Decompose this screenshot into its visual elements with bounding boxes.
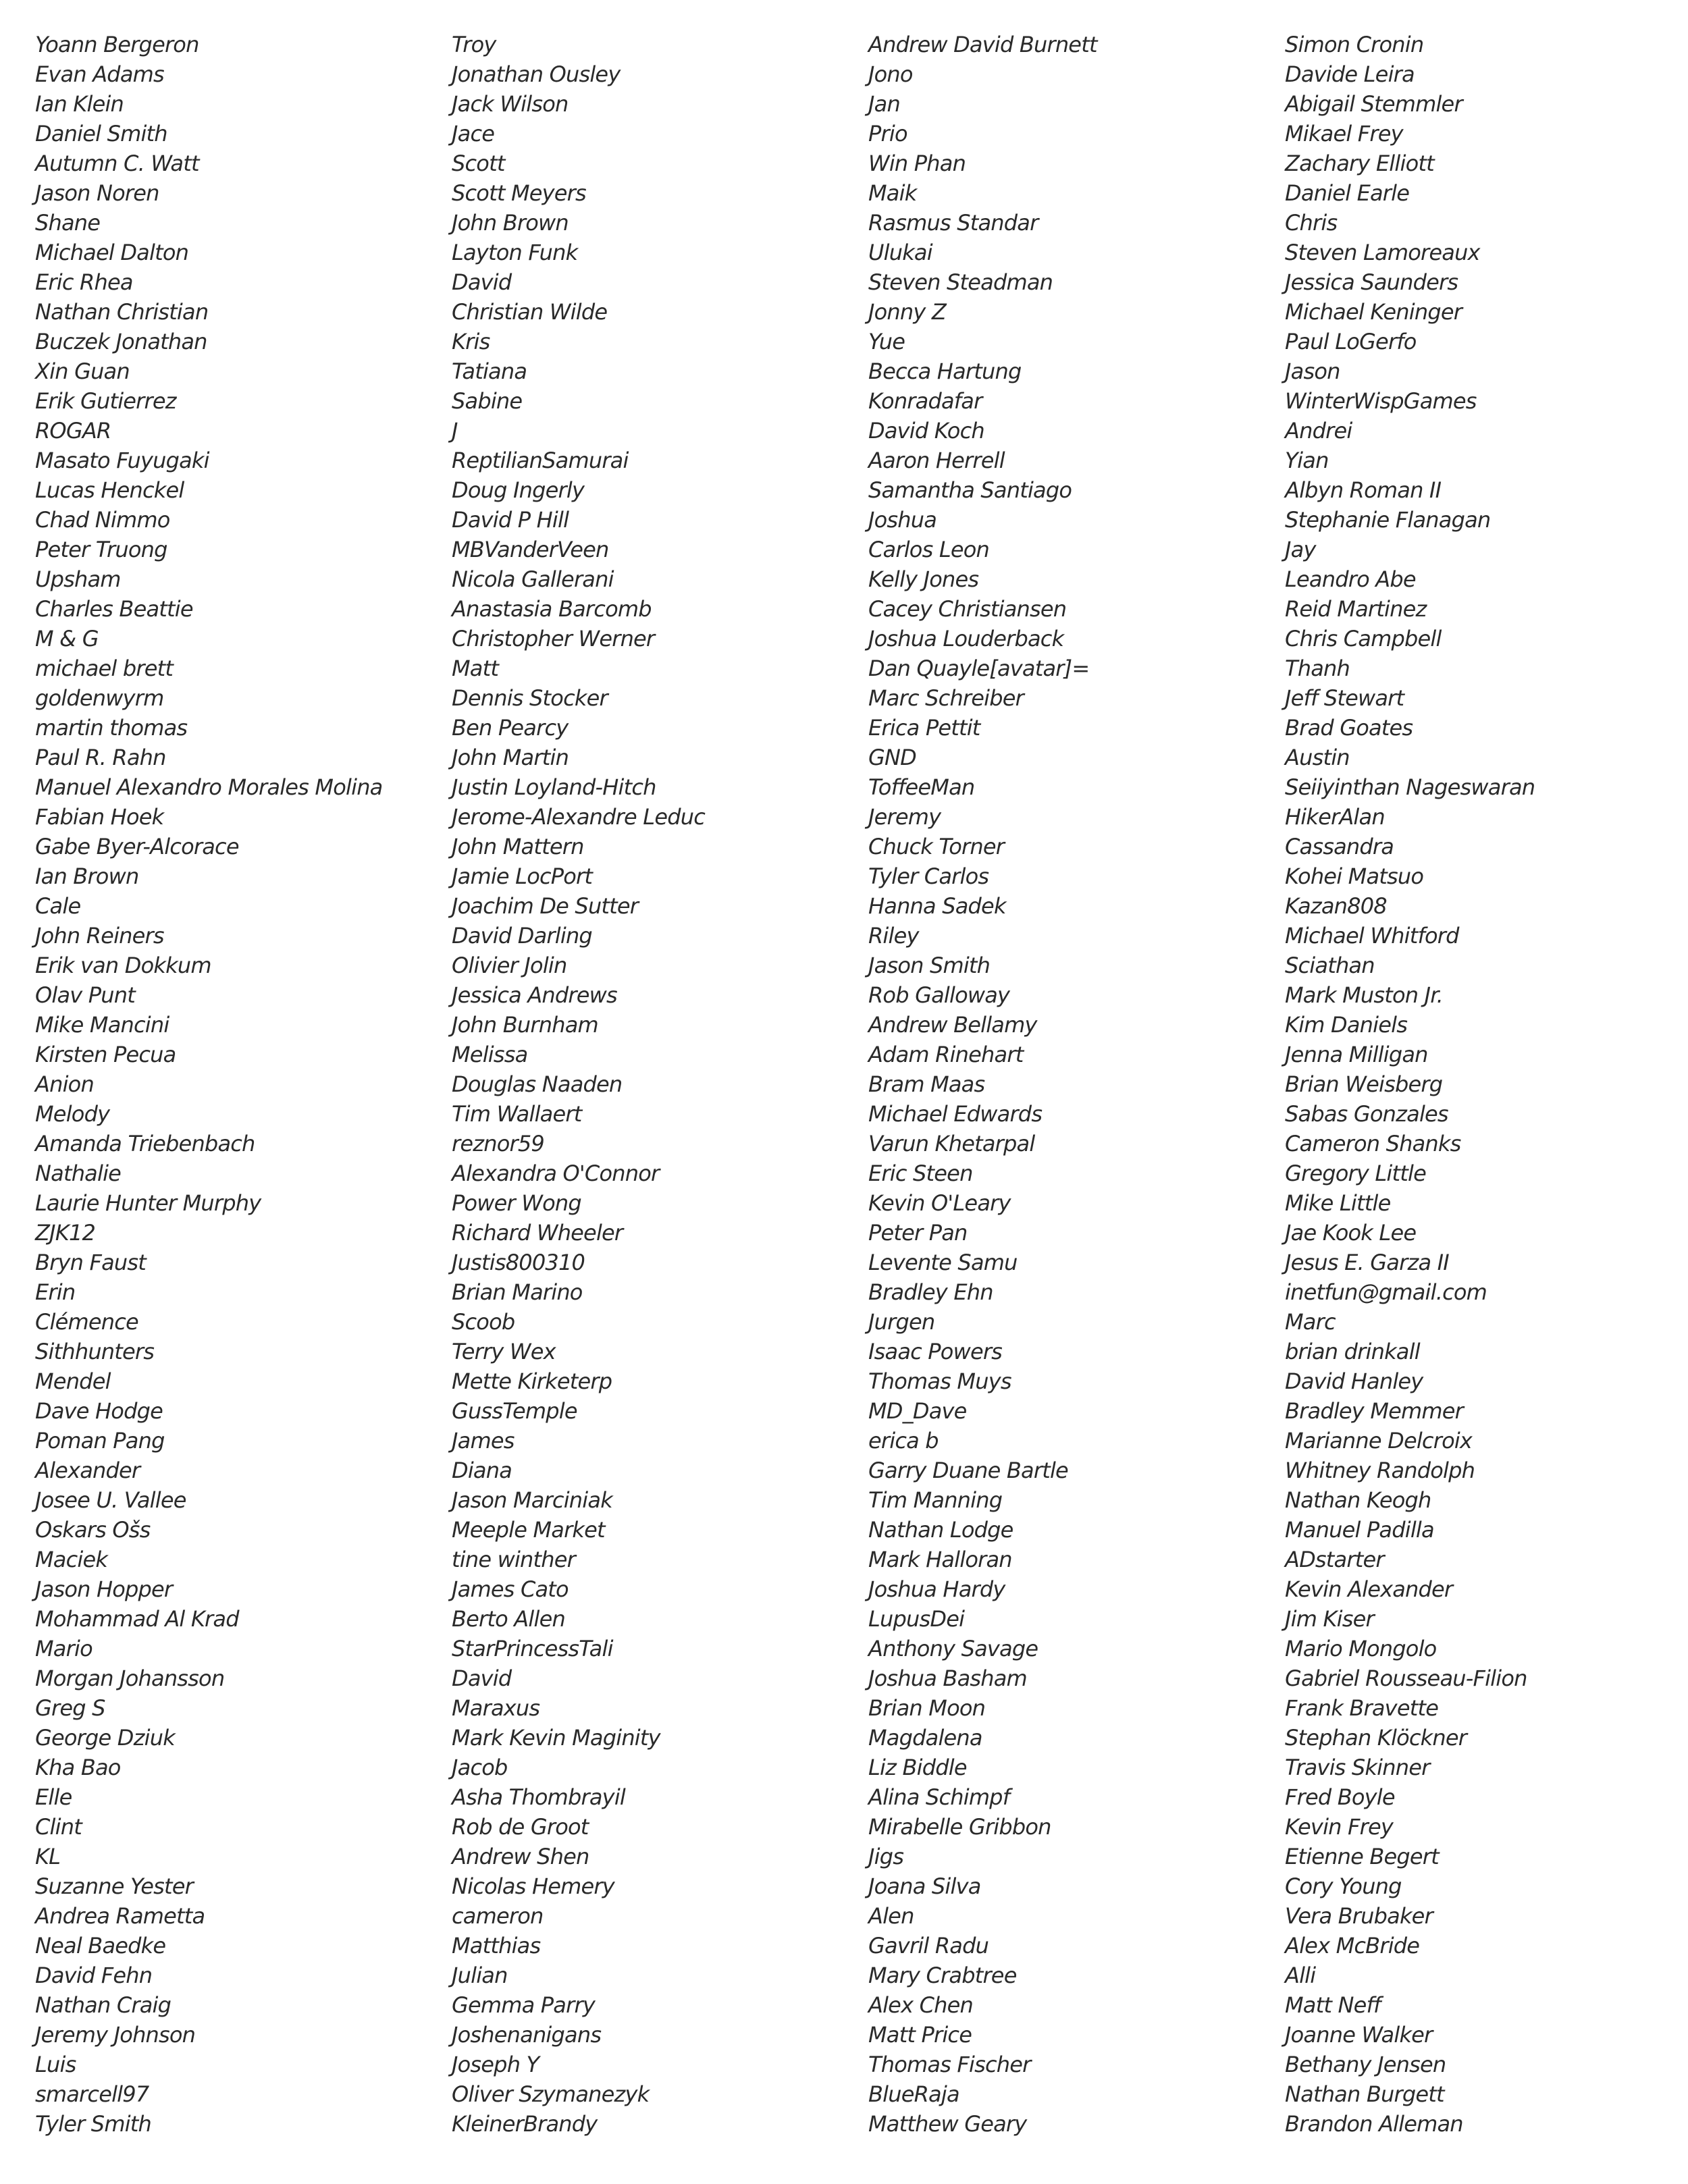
- backer-name: Michael Whitford: [1285, 923, 1459, 949]
- backer-name: Marc: [1285, 1309, 1336, 1335]
- backer-name: goldenwyrm: [35, 685, 164, 711]
- backer-name: Nathalie: [35, 1161, 122, 1186]
- backer-name: Etienne Begert: [1285, 1844, 1439, 1869]
- backer-name: Mohammad Al Krad: [35, 1606, 239, 1632]
- backer-name: Joseph Y: [452, 2052, 539, 2077]
- backer-name: Brad Goates: [1285, 715, 1413, 741]
- backer-name: Joshua: [868, 507, 937, 533]
- backer-name: Liz Biddle: [868, 1755, 967, 1780]
- backer-name: Varun Khetarpal: [868, 1131, 1035, 1156]
- backer-name: Alex McBride: [1285, 1933, 1420, 1959]
- backer-name: Kevin Alexander: [1285, 1576, 1453, 1602]
- backer-name: Amanda Triebenbach: [35, 1131, 255, 1156]
- backer-name: Joshua Louderback: [868, 626, 1064, 651]
- backer-name: Jason Smith: [868, 953, 991, 978]
- backer-name: Jeremy Johnson: [35, 2022, 196, 2048]
- backer-name: Kirsten Pecua: [35, 1042, 176, 1067]
- backer-name: Justin Loyland-Hitch: [452, 774, 656, 800]
- backer-name: Carlos Leon: [868, 537, 989, 562]
- backer-name: Mario Mongolo: [1285, 1636, 1437, 1661]
- backer-name: Nathan Craig: [35, 1992, 172, 2018]
- backer-name: David Koch: [868, 418, 984, 444]
- backer-name: Marc Schreiber: [868, 685, 1024, 711]
- backer-name: Jan: [868, 91, 900, 117]
- backer-name: Jigs: [868, 1844, 904, 1869]
- backer-name: Dennis Stocker: [452, 685, 608, 711]
- backer-name: GND: [868, 745, 916, 770]
- backer-name: Mark Muston Jr.: [1285, 982, 1444, 1008]
- backer-name: Christopher Werner: [452, 626, 655, 651]
- backer-name: Nicola Gallerani: [452, 566, 614, 592]
- backer-name: Ian Klein: [35, 91, 124, 117]
- backer-name: Buczek Jonathan: [35, 329, 207, 354]
- backer-name: Bram Maas: [868, 1071, 985, 1097]
- backer-name: David: [452, 1666, 512, 1691]
- backer-name: Anthony Savage: [868, 1636, 1038, 1661]
- backer-name: Melody: [35, 1101, 110, 1127]
- backer-name: Sabine: [452, 388, 523, 414]
- backer-name: David: [452, 269, 512, 295]
- backer-name: Thomas Muys: [868, 1368, 1011, 1394]
- backer-name: Autumn C. Watt: [35, 151, 199, 176]
- backer-name: Jessica Saunders: [1285, 269, 1458, 295]
- backer-name: GussTemple: [452, 1398, 577, 1424]
- backer-name: Eric Rhea: [35, 269, 133, 295]
- backer-name: Mike Little: [1285, 1190, 1391, 1216]
- backer-name: Kohei Matsuo: [1285, 863, 1424, 889]
- backer-name: Erik Gutierrez: [35, 388, 176, 414]
- backer-name: Elle: [35, 1784, 72, 1810]
- backer-name: Maraxus: [452, 1695, 540, 1721]
- backer-name: Kevin O'Leary: [868, 1190, 1011, 1216]
- backer-name: MBVanderVeen: [452, 537, 609, 562]
- backer-name: Garry Duane Bartle: [868, 1458, 1068, 1483]
- backer-name: Tyler Smith: [35, 2111, 152, 2137]
- backer-name: Jessica Andrews: [452, 982, 617, 1008]
- backer-name: Kazan808: [1285, 893, 1387, 919]
- backer-name: Kim Daniels: [1285, 1012, 1408, 1038]
- backer-name: Tim Manning: [868, 1487, 1003, 1513]
- backer-name: Sabas Gonzales: [1285, 1101, 1448, 1127]
- backer-name: J: [452, 418, 458, 444]
- backer-name: Olav Punt: [35, 982, 136, 1008]
- backer-name: Shane: [35, 210, 101, 236]
- backer-name: Evan Adams: [35, 61, 164, 87]
- names-column-4: [1285, 30, 1535, 2139]
- backer-name: Maik: [868, 180, 917, 206]
- backer-name: Sciathan: [1285, 953, 1375, 978]
- backer-name: Brandon Alleman: [1285, 2111, 1463, 2137]
- backer-name: Luis: [35, 2052, 76, 2077]
- backer-name: Tatiana: [452, 358, 527, 384]
- backer-name: ROGAR: [35, 418, 111, 444]
- backer-name: Brian Weisberg: [1285, 1071, 1443, 1097]
- backer-name: Steven Lamoreaux: [1285, 240, 1480, 265]
- backer-name: Maciek: [35, 1547, 108, 1572]
- backer-name: cameron: [452, 1903, 544, 1929]
- backer-name: Troy: [452, 32, 496, 57]
- backer-name: Hanna Sadek: [868, 893, 1006, 919]
- backer-name: Magdalena: [868, 1725, 982, 1751]
- backer-name: BlueRaja: [868, 2081, 959, 2107]
- backer-name: Jae Kook Lee: [1285, 1220, 1417, 1246]
- backer-name: Adam Rinehart: [868, 1042, 1024, 1067]
- backer-name: Fred Boyle: [1285, 1784, 1395, 1810]
- backer-name: ZJK12: [35, 1220, 96, 1246]
- backer-name: Michael Dalton: [35, 240, 189, 265]
- backer-name: Daniel Smith: [35, 121, 167, 147]
- backer-name: Andrea Rametta: [35, 1903, 205, 1929]
- backer-name: Rob Galloway: [868, 982, 1010, 1008]
- backer-name: Xin Guan: [35, 358, 130, 384]
- backer-name: John Reiners: [35, 923, 164, 949]
- backer-name: Neal Baedke: [35, 1933, 166, 1959]
- backer-name: James Cato: [452, 1576, 569, 1602]
- backer-name: Matt: [452, 656, 499, 681]
- backer-name: John Burnham: [452, 1012, 598, 1038]
- backer-name: Dave Hodge: [35, 1398, 163, 1424]
- backer-name: Jason: [1285, 358, 1340, 384]
- backer-name: KL: [35, 1844, 61, 1869]
- backer-name: Oskars Ošs: [35, 1517, 151, 1543]
- backer-name: Joachim De Sutter: [452, 893, 639, 919]
- backer-name: Cale: [35, 893, 81, 919]
- backer-name: Travis Skinner: [1285, 1755, 1430, 1780]
- backer-name: Sithhunters: [35, 1339, 155, 1364]
- backer-name: Rasmus Standar: [868, 210, 1038, 236]
- backer-name: Tim Wallaert: [452, 1101, 582, 1127]
- backer-name: James: [452, 1428, 515, 1454]
- backer-name: Chad Nimmo: [35, 507, 170, 533]
- backer-name: Nathan Burgett: [1285, 2081, 1444, 2107]
- backer-name: Richard Wheeler: [452, 1220, 623, 1246]
- backer-name: Bryn Faust: [35, 1250, 147, 1275]
- backer-name: Riley: [868, 923, 919, 949]
- backer-name: Gemma Parry: [452, 1992, 595, 2018]
- backer-name: Jeff Stewart: [1285, 685, 1404, 711]
- backer-name: HikerAlan: [1285, 804, 1385, 830]
- backer-name: Daniel Earle: [1285, 180, 1410, 206]
- backer-name: Thomas Fischer: [868, 2052, 1031, 2077]
- backer-name: Poman Pang: [35, 1428, 165, 1454]
- backer-name: Scoob: [452, 1309, 515, 1335]
- backer-name: Austin: [1285, 745, 1350, 770]
- backer-name: John Mattern: [452, 834, 584, 859]
- backer-name: Cacey Christiansen: [868, 596, 1067, 622]
- backer-name: Rob de Groot: [452, 1814, 589, 1840]
- backer-name: WinterWispGames: [1285, 388, 1477, 414]
- backer-name: Cameron Shanks: [1285, 1131, 1461, 1156]
- backer-name: Jenna Milligan: [1285, 1042, 1428, 1067]
- backer-name: Alina Schimpf: [868, 1784, 1010, 1810]
- backer-name: Brian Marino: [452, 1279, 583, 1305]
- backer-name: Reid Martinez: [1285, 596, 1427, 622]
- backer-name: Kelly Jones: [868, 566, 979, 592]
- backer-name: Manuel Alexandro Morales Molina: [35, 774, 383, 800]
- backer-name: Levente Samu: [868, 1250, 1018, 1275]
- backer-name: Matt Price: [868, 2022, 972, 2048]
- backer-name: Eric Steen: [868, 1161, 973, 1186]
- backer-name: Scott Meyers: [452, 180, 586, 206]
- backer-name: Stephanie Flanagan: [1285, 507, 1491, 533]
- backer-name: Whitney Randolph: [1285, 1458, 1475, 1483]
- backer-name: Laurie Hunter Murphy: [35, 1190, 261, 1216]
- backer-name: Cassandra: [1285, 834, 1394, 859]
- backer-name: Masato Fuyugaki: [35, 448, 209, 473]
- backer-name: Chris: [1285, 210, 1338, 236]
- backer-name: Bradley Ehn: [868, 1279, 993, 1305]
- backer-name: Jason Noren: [35, 180, 159, 206]
- backer-name: Gabriel Rousseau-Filion: [1285, 1666, 1527, 1691]
- backer-name: Jeremy: [868, 804, 941, 830]
- backer-name: Win Phan: [868, 151, 966, 176]
- backer-name: Jack Wilson: [452, 91, 569, 117]
- backer-name: Jono: [868, 61, 913, 87]
- backer-name: Andrei: [1285, 418, 1352, 444]
- backer-name: Michael Keninger: [1285, 299, 1462, 325]
- backer-name: Jay: [1285, 537, 1316, 562]
- backer-name: Erica Pettit: [868, 715, 980, 741]
- backer-name: Kha Bao: [35, 1755, 121, 1780]
- backer-name: Leandro Abe: [1285, 566, 1416, 592]
- backer-name: Anastasia Barcomb: [452, 596, 652, 622]
- backer-name: Erik van Dokkum: [35, 953, 211, 978]
- backer-name: Joanne Walker: [1285, 2022, 1433, 2048]
- backer-name: Brian Moon: [868, 1695, 986, 1721]
- backer-name: StarPrincessTali: [452, 1636, 613, 1661]
- backer-name: KleinerBrandy: [452, 2111, 598, 2137]
- backer-name: Jim Kiser: [1285, 1606, 1374, 1632]
- backer-name: Alli: [1285, 1963, 1316, 1988]
- backer-name: Suzanne Yester: [35, 1873, 194, 1899]
- backer-name: Ian Brown: [35, 863, 139, 889]
- backer-name: Mirabelle Gribbon: [868, 1814, 1051, 1840]
- backer-name: Tyler Carlos: [868, 863, 989, 889]
- backer-name: David Darling: [452, 923, 592, 949]
- backer-name: Stephan Klöckner: [1285, 1725, 1467, 1751]
- backer-name: Samantha Santiago: [868, 477, 1072, 503]
- backer-name: Fabian Hoek: [35, 804, 164, 830]
- backer-name: Jacob: [452, 1755, 508, 1780]
- backer-name: Cory Young: [1285, 1873, 1402, 1899]
- backer-name: Andrew Bellamy: [868, 1012, 1037, 1038]
- backer-name: Jason Hopper: [35, 1576, 173, 1602]
- backer-name: Steven Steadman: [868, 269, 1053, 295]
- backer-name: michael brett: [35, 656, 174, 681]
- backer-name: Power Wong: [452, 1190, 581, 1216]
- backer-name: George Dziuk: [35, 1725, 175, 1751]
- backer-name: Peter Pan: [868, 1220, 968, 1246]
- backer-name: Jace: [452, 121, 495, 147]
- backer-name: Jonathan Ousley: [452, 61, 621, 87]
- backer-name: Upsham: [35, 566, 121, 592]
- backer-name: Terry Wex: [452, 1339, 556, 1364]
- backer-name: Nathan Keogh: [1285, 1487, 1431, 1513]
- backer-name: Joshua Hardy: [868, 1576, 1005, 1602]
- names-column-2: [452, 30, 705, 2139]
- backer-name: Simon Cronin: [1285, 32, 1424, 57]
- backer-name: Matt Neff: [1285, 1992, 1381, 2018]
- backer-name: Melissa: [452, 1042, 528, 1067]
- backer-name: reznor59: [452, 1131, 544, 1156]
- backer-name: Kris: [452, 329, 490, 354]
- backer-name: Justis800310: [452, 1250, 585, 1275]
- backer-name: Mette Kirketerp: [452, 1368, 612, 1394]
- backer-name: Jason Marciniak: [452, 1487, 612, 1513]
- backer-name: Josee U. Vallee: [35, 1487, 186, 1513]
- backer-name: Nathan Lodge: [868, 1517, 1013, 1543]
- backer-name: Berto Allen: [452, 1606, 565, 1632]
- backer-name: Matthew Geary: [868, 2111, 1027, 2137]
- backer-name: Mendel: [35, 1368, 111, 1394]
- backer-name: Isaac Powers: [868, 1339, 1003, 1364]
- backer-name: Dan Quayle[avatar]=: [868, 656, 1090, 681]
- backer-name: Anion: [35, 1071, 94, 1097]
- backer-name: Frank Bravette: [1285, 1695, 1439, 1721]
- backer-name: Joshua Basham: [868, 1666, 1027, 1691]
- backer-name: Christian Wilde: [452, 299, 608, 325]
- backer-name: Alex Chen: [868, 1992, 973, 2018]
- backer-name: Konradafar: [868, 388, 982, 414]
- backer-name: M & G: [35, 626, 99, 651]
- backer-name: Chris Campbell: [1285, 626, 1442, 651]
- backer-name: David Fehn: [35, 1963, 153, 1988]
- backer-name: Greg S: [35, 1695, 105, 1721]
- backer-name: Mikael Frey: [1285, 121, 1403, 147]
- backer-name: LupusDei: [868, 1606, 965, 1632]
- backer-name: ReptilianSamurai: [452, 448, 629, 473]
- backer-name: Peter Truong: [35, 537, 167, 562]
- backer-name: Morgan Johansson: [35, 1666, 225, 1691]
- backer-name: John Brown: [452, 210, 569, 236]
- backer-name: Joana Silva: [868, 1873, 981, 1899]
- backer-name: Paul R. Rahn: [35, 745, 166, 770]
- backer-name: inetfun@gmail.com: [1285, 1279, 1487, 1305]
- backer-name: Aaron Herrell: [868, 448, 1005, 473]
- backer-name: Zachary Elliott: [1285, 151, 1434, 176]
- backer-name: Yue: [868, 329, 905, 354]
- backer-name: Jurgen: [868, 1309, 935, 1335]
- backer-name: Andrew Shen: [452, 1844, 589, 1869]
- backer-name: Mike Mancini: [35, 1012, 169, 1038]
- backer-name: Ulukai: [868, 240, 932, 265]
- backer-name: Meeple Market: [452, 1517, 605, 1543]
- backer-name: Prio: [868, 121, 907, 147]
- backer-name: smarcell97: [35, 2081, 149, 2107]
- backer-name: Marianne Delcroix: [1285, 1428, 1473, 1454]
- backer-name: Mario: [35, 1636, 93, 1661]
- backer-name: Abigail Stemmler: [1285, 91, 1462, 117]
- backer-name: Manuel Padilla: [1285, 1517, 1434, 1543]
- backer-name: Clint: [35, 1814, 82, 1840]
- backer-name: tine winther: [452, 1547, 575, 1572]
- backer-name: Joshenanigans: [452, 2022, 602, 2048]
- backer-name: Mark Halloran: [868, 1547, 1012, 1572]
- backer-name: Gavril Radu: [868, 1933, 989, 1959]
- backer-name: Vera Brubaker: [1285, 1903, 1433, 1929]
- backer-name: Paul LoGerfo: [1285, 329, 1417, 354]
- backer-name: erica b: [868, 1428, 939, 1454]
- backer-name: Julian: [452, 1963, 508, 1988]
- backer-name: Scott: [452, 151, 505, 176]
- backer-name: Yoann Bergeron: [35, 32, 199, 57]
- backer-name: Mark Kevin Maginity: [452, 1725, 660, 1751]
- backer-name: ToffeeMan: [868, 774, 975, 800]
- backer-name: Erin: [35, 1279, 76, 1305]
- backer-name: Alen: [868, 1903, 914, 1929]
- backer-name: Charles Beattie: [35, 596, 193, 622]
- backer-name: Jamie LocPort: [452, 863, 593, 889]
- backer-name: Bethany Jensen: [1285, 2052, 1446, 2077]
- backer-name: Doug Ingerly: [452, 477, 585, 503]
- backer-name: Andrew David Burnett: [868, 32, 1097, 57]
- backer-name: MD_Dave: [868, 1398, 967, 1424]
- backer-name: Layton Funk: [452, 240, 578, 265]
- backer-name: Mary Crabtree: [868, 1963, 1017, 1988]
- backer-name: Jerome-Alexandre Leduc: [452, 804, 705, 830]
- backer-name: Olivier Jolin: [452, 953, 567, 978]
- backer-name: Ben Pearcy: [452, 715, 569, 741]
- backer-name: martin thomas: [35, 715, 188, 741]
- backer-name: Alexandra O'Connor: [452, 1161, 660, 1186]
- backer-name: Clémence: [35, 1309, 138, 1335]
- backer-name: Chuck Torner: [868, 834, 1005, 859]
- backer-name: brian drinkall: [1285, 1339, 1420, 1364]
- backer-name: Gregory Little: [1285, 1161, 1426, 1186]
- backer-name: Diana: [452, 1458, 512, 1483]
- backer-name: Jonny Z: [868, 299, 947, 325]
- backer-name: Michael Edwards: [868, 1101, 1043, 1127]
- backer-name: Thanh: [1285, 656, 1350, 681]
- backer-name: Lucas Henckel: [35, 477, 184, 503]
- backer-name: Nicolas Hemery: [452, 1873, 614, 1899]
- backer-name: David Hanley: [1285, 1368, 1423, 1394]
- backer-name: Gabe Byer-Alcorace: [35, 834, 239, 859]
- backer-name: Alexander: [35, 1458, 140, 1483]
- backer-name: Davide Leira: [1285, 61, 1415, 87]
- backer-name: Asha Thombrayil: [452, 1784, 626, 1810]
- backer-name: John Martin: [452, 745, 569, 770]
- names-column-3: [868, 30, 1097, 2139]
- backer-name: Oliver Szymanezyk: [452, 2081, 650, 2107]
- backer-name: Bradley Memmer: [1285, 1398, 1464, 1424]
- backer-name: Albyn Roman II: [1285, 477, 1442, 503]
- backer-name: Kevin Frey: [1285, 1814, 1394, 1840]
- backer-name: David P Hill: [452, 507, 569, 533]
- backer-name: Douglas Naaden: [452, 1071, 623, 1097]
- backer-name: Becca Hartung: [868, 358, 1022, 384]
- backer-name: Jesus E. Garza II: [1285, 1250, 1449, 1275]
- names-column-1: [35, 30, 382, 2139]
- backer-name: Matthias: [452, 1933, 541, 1959]
- backer-name: ADstarter: [1285, 1547, 1384, 1572]
- backer-name: Yian: [1285, 448, 1329, 473]
- backer-name: Seiiyinthan Nageswaran: [1285, 774, 1535, 800]
- backer-name: Nathan Christian: [35, 299, 209, 325]
